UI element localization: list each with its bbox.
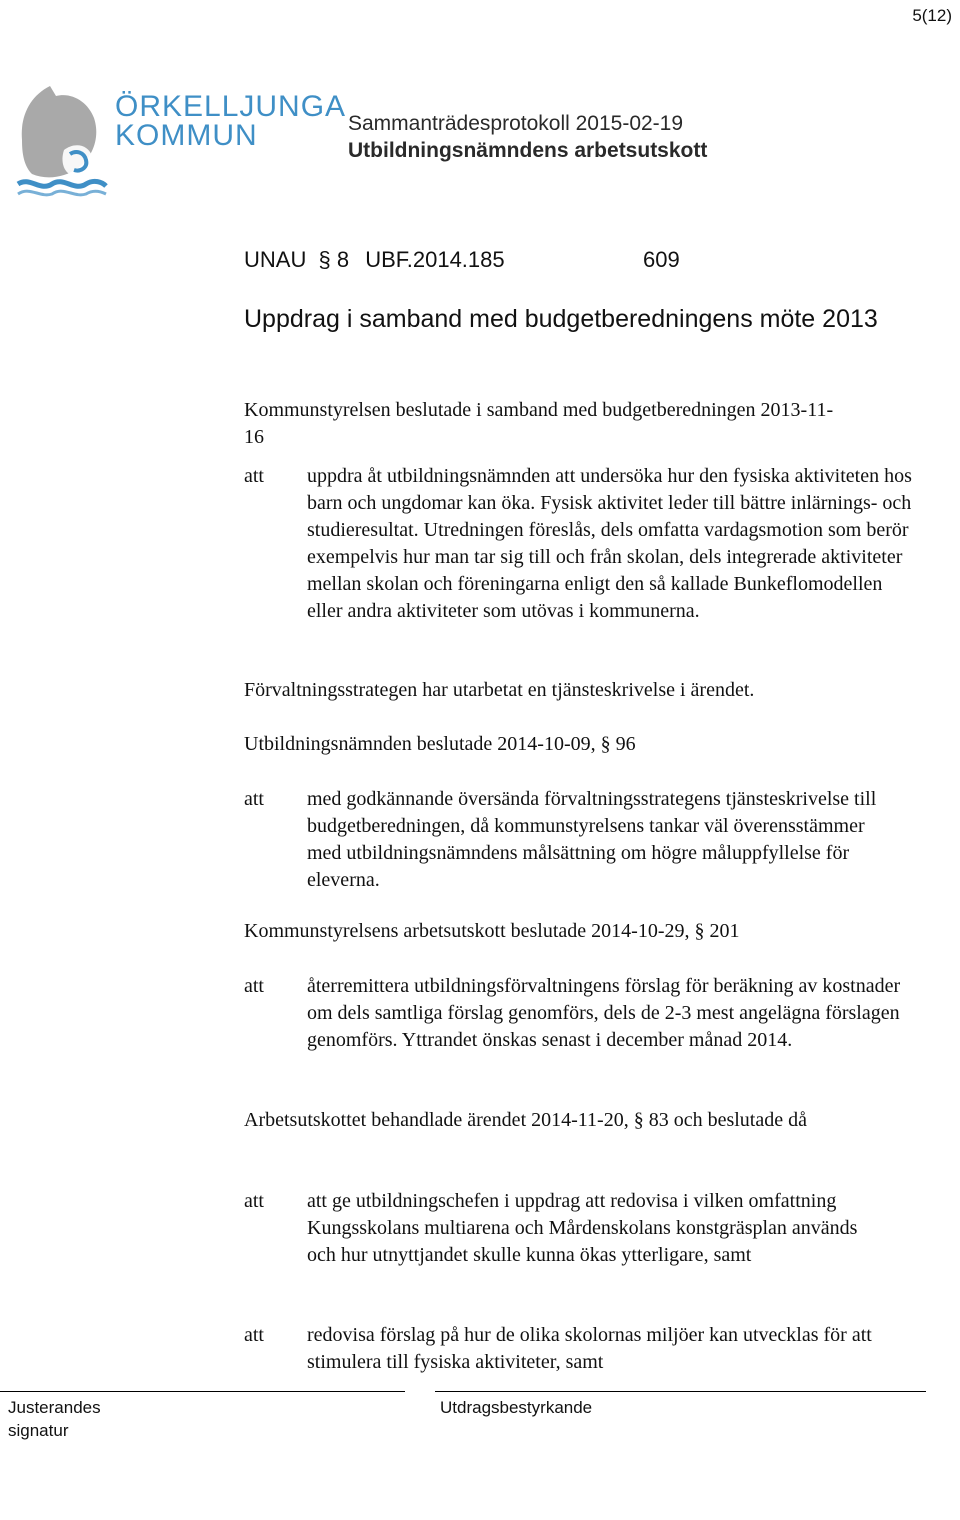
case-ref-diary-number: UBF.2014.185 [365,247,505,272]
paragraph-3: Utbildningsnämnden beslutade 2014-10-09, § 96 [244,733,636,755]
paragraph-2: Förvaltningsstrategen har utarbetat en tjänsteskrivelse i ärendet. [244,679,755,701]
footer-signature-label [8,1396,101,1442]
logo-line-1: ÖRKELLJUNGA [115,90,347,123]
case-number: 609 [643,247,680,272]
att-label-3: att [244,975,264,997]
att-text-5: redovisa förslag på hur de olika skolornas miljöer kan utvecklas för att stimulera till fysiska aktiviteter, samt [307,1324,872,1373]
municipal-logo-icon [16,80,108,198]
footer-divider-gap [405,1387,435,1395]
footer-divider [0,1391,926,1392]
case-reference [244,247,505,273]
logo-line-2: KOMMUN [115,119,258,152]
paragraph-4: Kommunstyrelsens arbetsutskott beslutade 2014-10-29, § 201 [244,920,740,942]
paragraph-1: Kommunstyrelsen beslutade i samband med budgetberedningen 2013-11-16 [244,399,834,448]
att-label-4: att [244,1190,264,1212]
footer-signature-line-1: Justerandes [8,1398,101,1417]
att-text-2: med godkännande översända förvaltningsstrategens tjänsteskrivelse till budgetberedningen, då kommunstyrelsens tankar väl överensstämmer med utbildningsnämndens målsättning om högre måluppfyllelse för eleverna. [307,788,877,891]
protocol-title: Sammanträdesprotokoll 2015-02-19 [348,112,684,135]
att-label-5: att [244,1324,264,1346]
att-label-1: att [244,465,264,487]
footer-signature-line-2: signatur [8,1421,69,1440]
att-text-4: att ge utbildningschefen i uppdrag att redovisa i vilken omfattning Kungsskolans multiarena och Mårdenskolans konstgräsplan används och hur utnyttjandet skulle kunna ökas ytterligare, samt [307,1190,858,1266]
footer-extract-label: Utdragsbestyrkande [440,1398,593,1417]
att-label-2: att [244,788,264,810]
committee-name: Utbildningsnämndens arbetsutskott [348,139,708,162]
att-text-1: uppdra åt utbildningsnämnden att undersöka hur den fysiska aktiviteten hos barn och ungdomar kan öka. Fysisk aktivitet leder till bättre inlärnings- och studieresultat. Utredningen föreslås, dels omfatta vardagsmotion som berör exempelvis hur man tar sig till och från skolan, dels integrerade aktiviteter mellan skolan och föreningarna enligt den så kallade Bunkeflomodellen eller andra aktiviteter som utövas i kommunerna. [307,465,912,622]
page-title: Uppdrag i samband med budgetberedningens möte 2013 [244,305,878,333]
att-text-3: återremittera utbildningsförvaltningens förslag för beräkning av kostnader om dels samtliga förslag genomförs, dels de 2-3 mest angelägna förslagen genomförs. Yttrandet önskas senast i december månad 2014. [307,975,901,1051]
case-ref-prefix: UNAU [244,247,307,272]
case-ref-paragraph: § 8 [318,247,350,272]
page-number: 5(12) [912,6,952,25]
paragraph-5: Arbetsutskottet behandlade ärendet 2014-11-20, § 83 och beslutade då [244,1109,807,1131]
